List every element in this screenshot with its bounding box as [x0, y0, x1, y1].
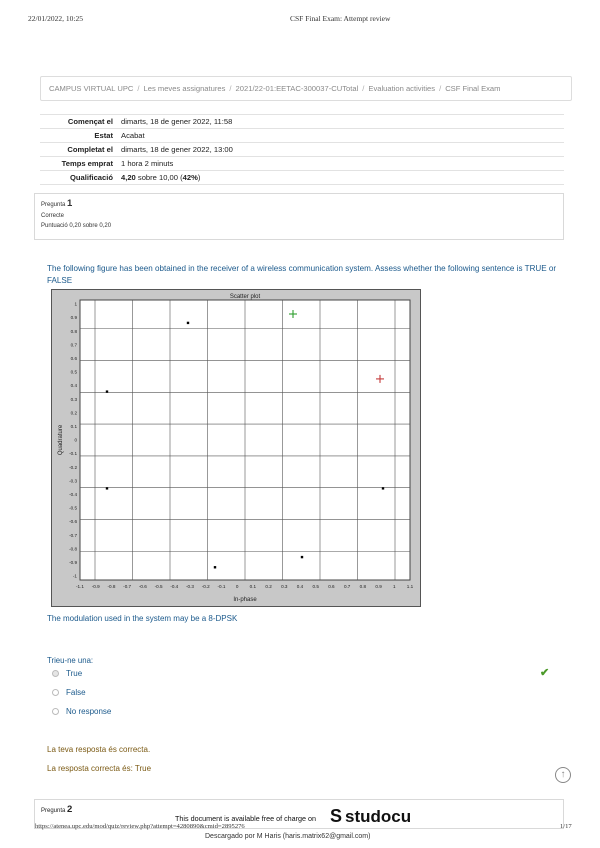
- y-tick-label: 0.3: [70, 396, 77, 402]
- studocu-logo: [330, 806, 411, 827]
- summary-value: 1 hora 2 minuts: [118, 157, 564, 171]
- breadcrumb-separator: /: [229, 84, 232, 93]
- x-tick-label: 0.4: [296, 584, 304, 589]
- scroll-to-top-icon[interactable]: ↑: [555, 767, 571, 783]
- summary-row: [40, 143, 564, 157]
- attempt-summary-table: [40, 114, 564, 185]
- scatter-point: [106, 487, 108, 489]
- question-text: The following figure has been obtained in the receiver of a wireless communication system. Assess whether the following sentence is TRUE or FALSE: [47, 264, 557, 285]
- scatter-point: [187, 322, 189, 324]
- question-number: 2: [67, 804, 73, 815]
- y-tick-label: 0.6: [70, 356, 77, 361]
- x-tick-label: 0.8: [359, 584, 367, 589]
- summary-row: [40, 171, 564, 185]
- radio-no-response[interactable]: [52, 708, 59, 715]
- x-axis-label: In-phase: [233, 597, 257, 603]
- grade-rest: sobre 10,00 (: [135, 173, 183, 182]
- x-tick-label: -0.2: [201, 584, 210, 589]
- x-tick-label: -0.6: [138, 584, 147, 589]
- studocu-s-icon: S: [330, 806, 343, 826]
- option-label: True: [66, 669, 83, 678]
- y-tick-label: 0.7: [70, 342, 77, 348]
- breadcrumb-link-exam[interactable]: CSF Final Exam: [445, 84, 501, 93]
- question-marks: Puntuació 0,20 sobre 0,20: [41, 223, 112, 229]
- option-label: No response: [66, 707, 112, 716]
- breadcrumb-link-course[interactable]: 2021/22-01:EETAC-300037-CUTotal: [235, 84, 359, 93]
- summary-label: Temps emprat: [40, 157, 118, 171]
- question-info-box: [34, 193, 564, 240]
- x-tick-label: -0.3: [186, 584, 194, 589]
- x-tick-label: 0.3: [281, 584, 288, 589]
- radio-false[interactable]: [52, 689, 59, 696]
- grade-close: ): [197, 173, 201, 182]
- option-false[interactable]: [52, 688, 86, 697]
- footer-downloaded: Descargado por M Haris (haris.matrix62@gmail.com): [205, 833, 371, 840]
- answer-prompt: Trieu-ne una:: [47, 656, 94, 665]
- scatter-point: [382, 487, 384, 489]
- check-icon: ✔: [540, 667, 550, 679]
- y-tick-label: 1: [74, 301, 77, 307]
- x-tick-label: -0.9: [91, 584, 100, 589]
- footer-page: 1/17: [560, 823, 572, 830]
- breadcrumb-separator: /: [362, 84, 365, 93]
- scatter-point: [106, 390, 108, 392]
- summary-value: dimarts, 18 de gener 2022, 11:58: [118, 115, 564, 129]
- y-tick-label: -0.2: [69, 464, 77, 470]
- option-label: False: [66, 688, 86, 697]
- summary-label: Completat el: [40, 143, 118, 157]
- y-tick-label: -0.3: [69, 478, 77, 484]
- x-tick-label: -0.5: [154, 584, 163, 589]
- radio-true[interactable]: [52, 670, 59, 677]
- summary-row: [40, 115, 564, 129]
- breadcrumb-separator: /: [137, 84, 140, 93]
- y-axis-label: Quadrature: [58, 424, 64, 456]
- scatter-plot-figure: [51, 289, 421, 607]
- feedback-correct: La teva resposta és correcta.: [47, 745, 151, 754]
- x-tick-label: -0.8: [107, 584, 116, 589]
- watermark-note: This document is available free of charge on: [175, 814, 317, 823]
- chart-title: Scatter plot: [229, 294, 261, 300]
- summary-label: Començat el: [40, 115, 118, 129]
- x-tick-label: 0.6: [328, 584, 335, 589]
- scatter-point: [301, 556, 303, 558]
- breadcrumb: [40, 76, 572, 101]
- y-tick-label: -0.5: [69, 505, 77, 511]
- y-tick-label: -0.9: [69, 560, 77, 565]
- x-tick-label: 0.7: [343, 584, 351, 589]
- y-tick-label: 0.8: [70, 328, 77, 334]
- grade-label: Qualificació: [40, 171, 118, 185]
- option-true[interactable]: [52, 669, 82, 678]
- statement-text: The modulation used in the system may be a 8-DPSK: [47, 614, 238, 623]
- print-title: CSF Final Exam: Attempt review: [290, 14, 391, 23]
- y-tick-label: -0.1: [69, 451, 77, 457]
- breadcrumb-link-activities[interactable]: Evaluation activities: [368, 84, 436, 93]
- x-tick-label: -0.1: [217, 584, 226, 589]
- grade-value: [118, 171, 564, 185]
- x-tick-label: 1.1: [406, 584, 414, 589]
- y-tick-label: 0.5: [70, 369, 77, 375]
- y-tick-label: 0.4: [70, 383, 77, 389]
- option-no-response[interactable]: [52, 707, 111, 716]
- x-tick-label: -1.1: [76, 584, 84, 589]
- scatter-plot: [52, 290, 422, 608]
- y-tick-label: -0.6: [69, 519, 77, 525]
- summary-value: dimarts, 18 de gener 2022, 13:00: [118, 143, 564, 157]
- question-number: 1: [67, 198, 73, 209]
- y-tick-label: -0.8: [69, 546, 77, 552]
- breadcrumb-link-courses[interactable]: Les meves assignatures: [143, 84, 226, 93]
- summary-value: Acabat: [118, 129, 564, 143]
- y-tick-label: -0.4: [69, 492, 77, 497]
- x-tick-label: 0.2: [265, 584, 272, 589]
- x-tick-label: 0.5: [312, 584, 319, 589]
- y-tick-label: 0: [74, 437, 77, 443]
- x-tick-label: 0.9: [375, 584, 382, 589]
- scatter-point: [214, 566, 216, 568]
- studocu-brand: studocu: [345, 806, 412, 826]
- question-prefix: Pregunta: [41, 808, 66, 814]
- y-tick-label: 0.9: [70, 315, 77, 321]
- footer-url: https://atenea.upc.edu/mod/quiz/review.php?attempt=4280890&cmid=2895276: [35, 823, 245, 830]
- print-datetime: 22/01/2022, 10:25: [28, 14, 84, 23]
- x-tick-label: 1: [393, 584, 396, 589]
- y-tick-label: 0.2: [70, 410, 77, 416]
- y-tick-label: 0.1: [70, 424, 77, 429]
- grade-percent: 42%: [182, 173, 198, 182]
- question-prefix: Pregunta: [41, 202, 66, 208]
- breadcrumb-separator: /: [439, 84, 442, 93]
- x-tick-label: 0: [235, 584, 239, 589]
- question-state: Correcte: [41, 213, 65, 219]
- breadcrumb-link-campus[interactable]: CAMPUS VIRTUAL UPC: [49, 84, 134, 93]
- summary-row: [40, 129, 564, 143]
- x-tick-label: 0.1: [249, 584, 257, 589]
- x-tick-label: -0.4: [170, 584, 179, 589]
- y-tick-label: -1: [72, 573, 77, 579]
- y-tick-label: -0.7: [69, 532, 77, 538]
- summary-row: [40, 157, 564, 171]
- summary-label: Estat: [40, 129, 118, 143]
- grade-score: 4,20: [121, 173, 136, 182]
- x-tick-label: -0.7: [123, 584, 132, 589]
- feedback-right-answer: La resposta correcta és: True: [47, 764, 152, 773]
